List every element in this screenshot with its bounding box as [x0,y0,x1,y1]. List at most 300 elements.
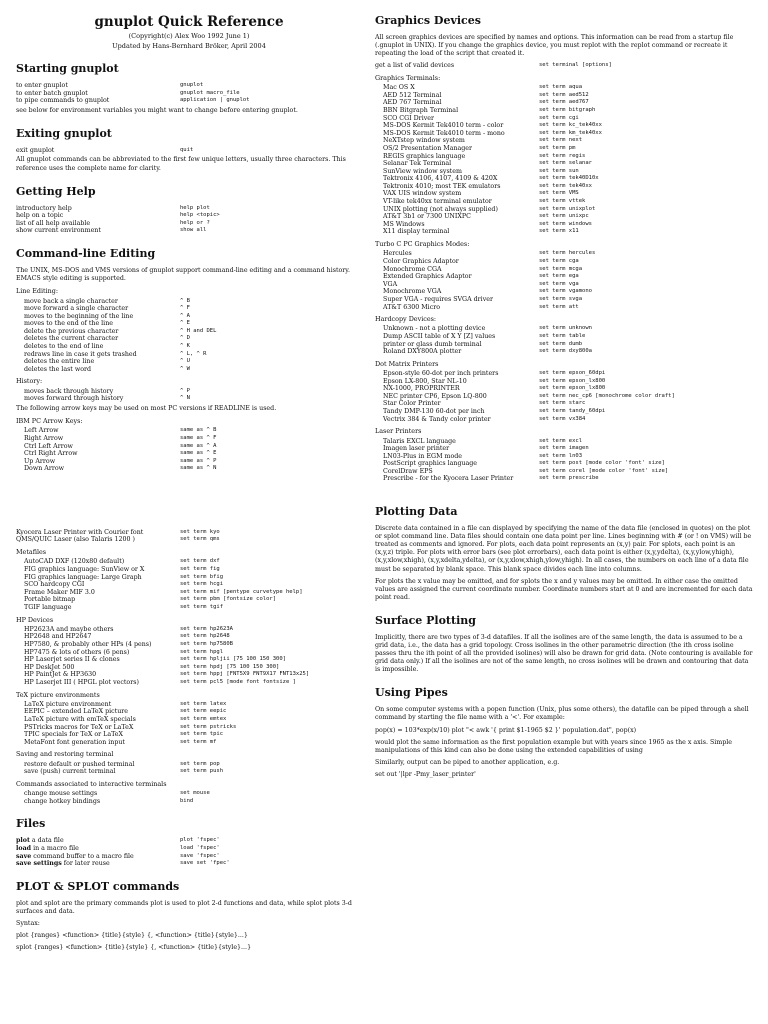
command-description: MS Windows [383,220,425,228]
command-syntax: set term eepic [180,708,227,715]
help-rows [16,205,362,235]
command-syntax: set term tek40D10x [539,175,599,182]
command-description: redraws line in case it gets trashed [24,350,137,358]
command-description: help on a topic [16,212,64,220]
group-label: Commands associated to interactive terminals [16,779,167,788]
group-label: Metafiles [16,548,47,557]
command-syntax: set term ega [539,273,579,280]
command-syntax: set term svga [539,295,583,302]
command-description: HP2648 and HP2647 [24,633,92,641]
help-heading: Getting Help [16,184,96,198]
command-description: LaTeX picture environment [24,700,112,708]
files-row: save settings for later reuse save set 'fpec' [16,860,230,868]
command-description: Tandy DMP-130 60-dot per inch [383,408,485,416]
command-description: Left Arrow [24,427,59,435]
command-description: VT-like tek40xx terminal emulator [383,198,492,206]
command-description: Imagen laser printer [383,445,450,453]
command-syntax: set term cga [539,257,579,264]
command-syntax: set term ln03 [539,452,583,459]
command-description: HP7580, & probably other HPs (4 pens) [24,641,152,649]
plotting-p2: For plots the x value may be omitted, and for splots the x and y values may be omitted. In either case the omitted values are assigned the current coordinate number. Coordinate numbers start at 0 and are incremented for each data point read. [375,577,753,601]
command-syntax: set term hpgl [180,648,224,655]
group-rows [375,250,755,311]
command-syntax: same as ^ N [180,465,217,472]
command-row [375,183,755,191]
command-description: MetaFont font generation input [24,738,125,746]
command-syntax: set term tek40xx [539,182,592,189]
command-description: FIG graphics language: Large Graph [24,573,142,581]
command-description: FIG graphics language: SunView or X [24,565,145,573]
command-syntax: set term dumb [539,340,583,347]
command-description: HP7475 & lots of others (6 pens) [24,648,130,656]
command-description: deletes the entire line [24,358,95,366]
command-row [16,465,362,473]
group-label: Hardcopy Devices: [375,315,437,324]
command-row [375,206,755,214]
command-syntax: set term vttek [539,198,586,205]
command-syntax: set term unknown [539,325,592,332]
command-description: BBN Bitgraph Terminal [383,106,459,114]
command-description: Prescribe - for the Kyocera Laser Printer [383,475,514,483]
command-row [375,175,755,183]
command-syntax: ^ A [180,312,190,319]
command-row [16,581,362,589]
command-row [16,97,362,105]
command-description: X11 display terminal [383,228,450,236]
command-row [16,671,362,679]
command-description: CorelDraw EPS [383,467,433,475]
command-row [375,92,755,100]
command-description: Tektronix 4106, 4107, 4109 & 420X [383,175,498,183]
command-description: Dump ASCII table of X Y [Z] values [383,332,496,340]
command-row [16,664,362,672]
command-row [375,445,755,453]
arrow-note: The following arrow keys may be used on most PC versions if READLINE is used. [16,404,277,412]
command-syntax: set term pop [180,760,220,767]
command-row [16,558,362,566]
command-row [16,395,362,403]
command-row [16,633,362,641]
command-description: MS-DOS Kermit Tek4010 term - mono [383,129,505,137]
command-syntax: set term pm [539,144,576,151]
command-row [375,468,755,476]
command-description: Kyocera Laser Printer with Courier font [16,528,144,536]
command-syntax: same as ^ A [180,442,217,449]
group-label: Saving and restoring terminal [16,750,114,759]
command-row [375,453,755,461]
command-row [16,626,362,634]
command-row [375,115,755,123]
command-description: printer or glass dumb terminal [383,340,482,348]
command-syntax: set term VMS [539,190,579,197]
graphics-heading: Graphics Devices [375,14,481,27]
command-description: to enter gnuplot [16,82,68,89]
command-row [375,370,755,378]
command-description: AutoCAD DXF (120x80 default) [24,558,125,566]
command-description: NEC printer CP6, Epson LQ-800 [383,392,487,400]
command-description: PostScript graphics language [383,460,478,468]
ibm-rows [16,427,362,473]
command-row [16,205,362,213]
history-rows [16,388,362,403]
command-row [375,145,755,153]
group-rows [375,370,755,423]
command-row [16,227,362,235]
command-row [375,333,755,341]
command-syntax: set term fig [180,565,220,572]
command-description: Color Graphics Adaptor [383,257,459,265]
command-syntax: set term hercules [539,250,596,257]
command-description: QMS/QUIC Laser (also Talaris 1200 ) [16,536,135,544]
command-row [16,147,362,155]
command-description: deletes the current character [24,335,119,343]
command-syntax: set term cgi [539,114,579,121]
command-row [16,724,362,732]
command-description: Unknown - not a plotting device [383,325,486,333]
pipes-p1: On some computer systems with a popen function (Unix, plus some others), the datafile can be piped through a shell command by starting the file name with a '<'. For example: [375,706,749,722]
command-description: Talaris EXCL language [383,437,456,445]
command-row [16,798,362,806]
command-syntax: set term prescribe [539,475,599,482]
plotcmd-syntax-label: Syntax: [16,919,40,927]
command-syntax: set term tgif [180,603,224,610]
command-description: Super VGA - requires SVGA driver [383,295,493,303]
command-description: Vectrix 384 & Tandy color printer [383,415,491,423]
command-row [16,656,362,664]
command-syntax: same as ^ P [180,457,217,464]
command-row [375,84,755,92]
group-label: Laser Printers [375,427,422,436]
command-syntax: set mouse [180,790,210,797]
command-syntax: set term post [mode color 'font' size] [539,460,665,467]
command-description: Tektronix 4010; most TEK emulators [383,182,501,190]
command-description: EEPIC – extended LaTeX picture [24,708,129,716]
command-description: to pipe commands to gnuplot [16,97,110,105]
command-row [16,716,362,724]
plotting-heading: Plotting Data [375,505,458,519]
command-syntax: set term hppj [FNT5X9 FNT9X17 FNT13x25] [180,671,310,678]
command-row [375,99,755,107]
command-description: VGA [383,280,398,288]
command-syntax: set term kyo [180,528,220,535]
starting-rows [16,82,362,105]
command-syntax: ^ L, ^ R [180,350,207,357]
group-rows [16,626,362,687]
command-description: Ctrl Left Arrow [24,442,73,450]
command-row [16,305,362,313]
command-row [16,435,362,443]
command-syntax: application | gnuplot [180,97,250,104]
command-syntax: set term imagen [539,445,589,452]
command-syntax: set term bitgraph [539,106,596,113]
command-row [16,298,362,306]
command-row [16,335,362,343]
command-description: moves forward through history [24,395,124,403]
command-syntax: set term pbm [fontsize color] [180,596,277,603]
terms-cont-top-rows [16,529,362,544]
command-syntax: set term starc [539,400,586,407]
surface-p1: Implicitly, there are two types of 3-d datafiles. If all the isolines are of the same length, the data is assumed to be a grid data, i.e., the data has a grid topology. Cross isolines in the other parametric direction (the ith cross isoline passes thru the ith point of all the provided isolines) will also be drawn for grid data. (Note contouring is available for grid data only.) If all the isolines are not of the same length, no cross isolines will be drawn and contouring that data is impossible. [375,633,753,674]
cmdline-heading: Command-line Editing [16,247,156,261]
pipes-p4: Similarly, output can be piped to another application, e.g. [375,758,560,766]
command-row [16,701,362,709]
command-syntax: set term unixplot [539,205,596,212]
group-rows [16,790,362,805]
group-label: TeX picture environments [16,690,100,699]
command-row [16,320,362,328]
command-row [375,160,755,168]
pipes-p3: would plot the same information as the first population example but with years since 1965 as the x axis. Simple manipulations of this kind can also be done using the extended capabilities of using [375,738,733,754]
command-description: SCO hardcopy CGI [24,581,85,589]
plotcmd-heading: PLOT & SPLOT commands [16,879,180,893]
command-description: Epson-style 60-dot per inch printers [383,370,499,378]
command-row [16,388,362,396]
command-syntax: help plot [180,204,210,211]
command-description: AED 767 Terminal [383,99,442,107]
command-row [16,761,362,769]
command-syntax: ^ D [180,335,190,342]
command-syntax: set term latex [180,700,227,707]
command-row [375,385,755,393]
starting-note: see below for environment variables you might want to change before entering gnuplot. [16,106,298,114]
command-description: introductory help [16,204,72,212]
command-description: exit gnuplot [16,146,55,154]
files-heading: Files [16,817,46,831]
command-row [375,266,755,274]
files-row: plot a data file plot 'fspec' [16,837,220,845]
command-row [375,281,755,289]
command-row [16,458,362,466]
command-syntax: set term pstricks [180,723,237,730]
command-row [16,343,362,351]
command-syntax: help or ? [180,219,210,226]
group-rows [375,438,755,484]
command-description: LaTeX picture with emTeX specials [24,716,136,724]
command-row [375,130,755,138]
surface-heading: Surface Plotting [375,613,476,627]
line-editing-label: Line Editing: [16,287,58,296]
command-syntax: set term excl [539,437,583,444]
command-row [375,341,755,349]
command-syntax: set term emtex [180,716,227,723]
command-description: restore default or pushed terminal [24,760,135,768]
command-row [16,596,362,604]
command-syntax: set term dxy800a [539,348,592,355]
command-row [375,137,755,145]
command-syntax: ^ B [180,297,190,304]
plotcmd-intro: plot and splot are the primary commands plot is used to plot 2-d functions and data, while splot plots 3-d surfaces and data. [16,899,352,915]
left-column [16,0,362,956]
command-syntax: set term next [539,137,583,144]
copyright-line: (Copyright(c) Alex Woo 1992 June 1) [128,32,250,40]
files-row: load in a macro file load 'fspec' [16,845,220,852]
command-syntax: set term mf [180,738,217,745]
command-description: list of all help available [16,219,91,227]
plotcmd-syntax-plot: plot {ranges} <function> {title}{style} {, <function> {title}{style}...} [16,932,248,940]
cmdline-intro: The UNIX, MS-DOS and VMS versions of gnuplot support command-line editing and a command history. EMACS style editing is supported. [16,267,351,283]
command-row [375,228,755,236]
group-label: HP Devices [16,615,54,624]
command-row [16,427,362,435]
command-row [16,566,362,574]
group-rows [375,84,755,236]
command-description: Frame Maker MIF 3.0 [24,588,95,596]
command-description: HP Laserjet series II & clones [24,656,120,664]
command-syntax: ^ W [180,365,190,372]
command-description: Monochrome VGA [383,288,442,296]
command-row [375,475,755,483]
command-description: NX-1000, PROPRINTER [383,385,460,393]
command-description: moves back through history [24,387,114,395]
command-row [375,221,755,229]
command-description: Selanar Tek Terminal [383,160,452,168]
ibm-label: IBM PC Arrow Keys: [16,417,83,426]
command-description: Hercules [383,250,412,258]
command-row [16,366,362,374]
command-row [16,574,362,582]
command-row [16,358,362,366]
command-row [375,378,755,386]
command-row [375,273,755,281]
graphics-intro: All screen graphics devices are specified by names and options. This information can be read from a startup file (.gnuplot in UNIX). If you change the graphics device, you must replot with the replot command or recreate it repeating the load of the script that created it. [375,34,734,58]
command-row [375,416,755,424]
command-syntax: set term aed767 [539,99,589,106]
command-description: Down Arrow [24,465,65,473]
command-row [16,589,362,597]
command-description: move back a single character [24,297,118,305]
command-syntax: quit [180,146,194,153]
command-syntax: set term push [180,768,224,775]
pipes-p2: pop(x) = 103*exp(x/10) plot "< awk '{ print $1-1965 $2 }' population.dat", pop(x) [375,726,637,734]
command-row [375,393,755,401]
command-row [16,790,362,798]
command-syntax: set term sun [539,167,579,174]
group-rows [16,761,362,776]
command-syntax: set term x11 [539,228,579,235]
command-row [375,296,755,304]
command-syntax: gnuplot [180,82,204,88]
command-syntax: set term vga [539,280,579,287]
graphics-groups [375,74,755,483]
command-row [16,604,362,612]
command-row [375,348,755,356]
command-syntax: set term epson_60dpi [539,370,606,377]
command-syntax: set term nec_cp6 [monochrome color draft] [539,392,675,399]
command-syntax: set term bfig [180,573,224,580]
command-description: moves to the end of the line [24,320,113,328]
group-label: Graphics Terminals: [375,73,441,82]
command-row [16,649,362,657]
command-syntax: set term att [539,303,579,310]
command-syntax: ^ P [180,387,190,394]
command-syntax: set term hpljii [75 100 150 300] [180,656,286,663]
command-description: deletes to the end of line [24,343,104,351]
command-syntax: same as ^ E [180,450,217,457]
command-description: UNIX plotting (not always supplied) [383,205,498,213]
command-row [375,304,755,312]
command-syntax: set term vx384 [539,415,586,422]
terms-cont-groups [16,548,362,805]
command-row [375,460,755,468]
command-description: Star Color Printer [383,400,441,408]
exiting-heading: Exiting gnuplot [16,126,112,140]
command-row [375,400,755,408]
pipes-heading: Using Pipes [375,686,448,700]
command-description: HP DeskJet 500 [24,663,75,671]
command-description: change mouse settings [24,790,98,798]
command-row [375,107,755,115]
command-description: Monochrome CGA [383,265,442,273]
command-description: HP2623A and maybe others [24,625,114,633]
command-row [16,351,362,359]
command-syntax: set term corel [mode color 'font' size] [539,467,669,474]
files-rows [16,837,362,867]
command-row [16,708,362,716]
starting-heading: Starting gnuplot [16,62,119,75]
plotcmd-syntax-splot: splot {ranges} <function> {title}{style} {, <function> {title}{style}...} [16,944,252,952]
group-label: Turbo C PC Graphics Modes: [375,240,470,249]
command-description: save (push) current terminal [24,768,116,776]
command-syntax: set term pcl5 [mode font fontsize ] [180,678,296,685]
command-syntax: set term dxf [180,558,220,565]
command-description: to enter batch gnuplot [16,89,88,97]
command-syntax: same as ^ F [180,434,217,441]
command-description: REGIS graphics language [383,152,466,160]
command-row [16,536,362,544]
command-description: Roland DXY800A plotter [383,348,462,356]
command-syntax: set term unixpc [539,213,589,220]
command-row [375,168,755,176]
command-syntax: set term hpdj [75 100 150 300] [180,663,280,670]
group-rows [375,325,755,355]
plotting-p1: Discrete data contained in a file can displayed by specifying the name of the data file (enclosed in quotes) on the plot or splot command line. Data files should contain one data point per line. Lines beginning with # (or ! on VMS) will be treated as comments and ignored. For plots, each data point represents an (x,y) pair. For splots, each point is an (x,y,z) triple. For plots with error bars (see plot errorbars), each data point is either (x,y,ydelta), (x,y,ylow,yhigh), (x,y,xlow,xhigh), (x,y,xdelta,ydelta), or (x,y,xlow,xhigh,ylow,yhigh). In all cases, the numbers on each line of a data file must be separated by blank space. This blank space divides each line into columns. [375,525,752,573]
command-description: VAX UIS window system [383,190,462,198]
command-description: AED 512 Terminal [383,91,442,99]
command-syntax: set term windows [539,220,592,227]
command-syntax: set term aqua [539,84,583,91]
command-row [375,438,755,446]
command-syntax: ^ N [180,395,190,402]
command-syntax: set term selanar [539,160,592,167]
command-syntax: gnuplot macro_file [180,89,240,96]
command-description: Up Arrow [24,457,56,465]
command-description: HP Laserjet III ( HPGL plot vectors) [24,678,139,686]
command-description: SCO CGI Driver [383,114,434,122]
right-column [375,0,755,783]
page-title: gnuplot Quick Reference [94,14,284,30]
command-row [16,739,362,747]
command-row [375,288,755,296]
command-row [375,213,755,221]
command-row [375,153,755,161]
history-label: History: [16,377,43,386]
command-syntax: set term qms [180,536,220,543]
command-syntax: set term aed512 [539,91,589,98]
command-row [375,258,755,266]
command-row [375,190,755,198]
command-syntax: ^ E [180,320,190,327]
files-row: save command buffer to a macro file save 'fspec' [16,852,220,860]
command-row [16,768,362,776]
command-description: Epson LX-800, Star NL-10 [383,377,467,385]
command-syntax: set term hp2648 [180,633,230,640]
command-syntax: set term mif [pentype curvetype help] [180,588,303,595]
command-row [16,679,362,687]
command-syntax: ^ K [180,343,190,350]
command-syntax: set term tandy_60dpi [539,408,606,415]
command-syntax: set term mcga [539,265,583,272]
command-description: TPIC specials for TeX or LaTeX [24,731,123,739]
